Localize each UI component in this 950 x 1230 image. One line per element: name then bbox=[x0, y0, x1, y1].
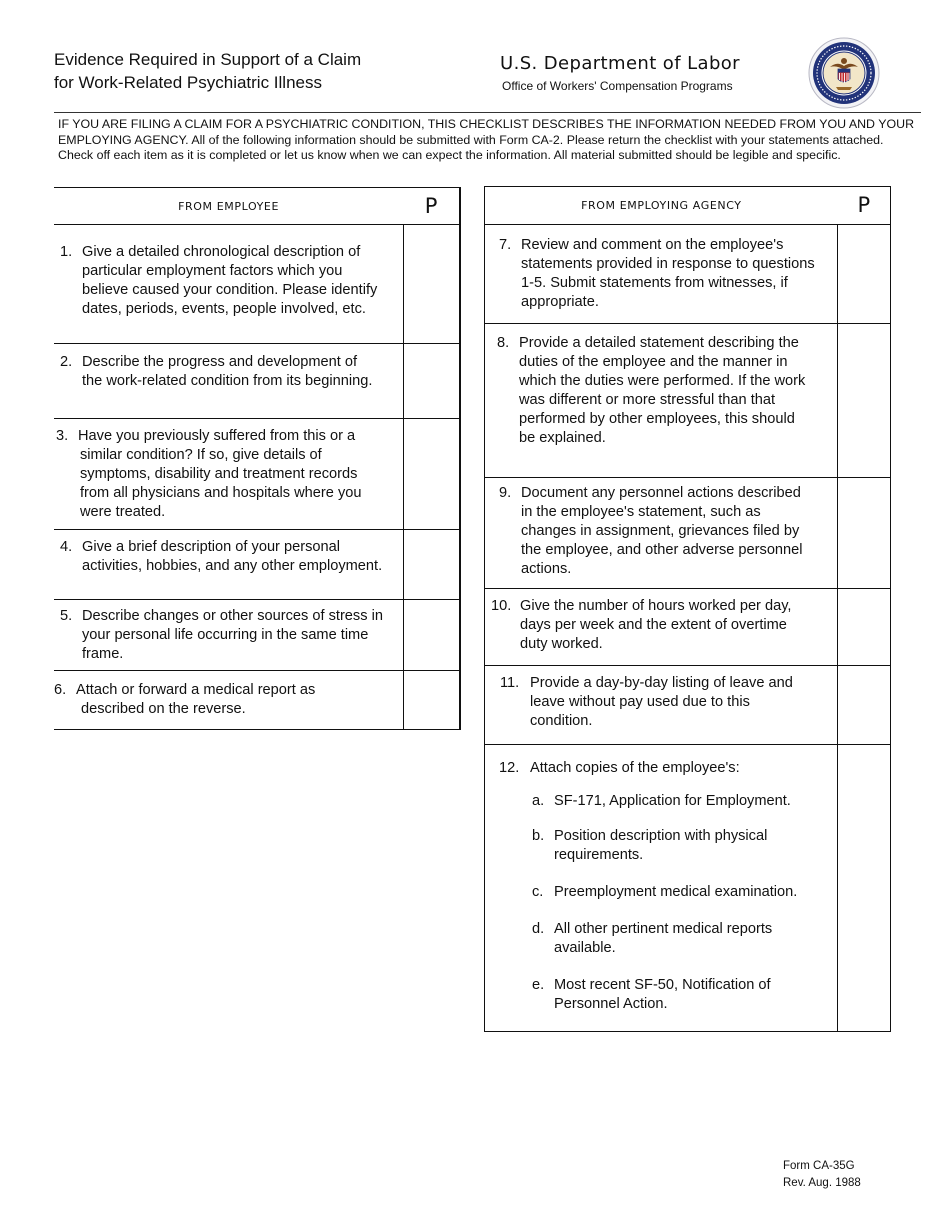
item-text: Attach or forward a medical report as described on the reverse. bbox=[76, 682, 316, 717]
form-title bbox=[54, 48, 434, 94]
checklist-item-2 bbox=[54, 353, 379, 391]
check-box-item-2[interactable] bbox=[403, 344, 460, 419]
item-number: 4. bbox=[60, 539, 73, 555]
sub-item-e bbox=[519, 976, 817, 1014]
sub-item-letter: e. bbox=[532, 977, 545, 993]
item-text: Document any personnel actions described in the employee's statement, such as changes in assignment, grievances filed by the employee, and other adverse personnel actions. bbox=[521, 485, 803, 577]
form-title-line-2: for Work-Related Psychiatric Illness bbox=[54, 73, 322, 92]
sub-item-letter: c. bbox=[532, 884, 544, 900]
check-box-item-5[interactable] bbox=[403, 600, 460, 671]
office-name: Office of Workers' Compensation Programs bbox=[502, 79, 733, 93]
header-divider bbox=[54, 112, 921, 113]
checklist-item-7 bbox=[485, 236, 815, 312]
sub-item-letter: d. bbox=[532, 921, 545, 937]
sub-item-letter: b. bbox=[532, 828, 545, 844]
item-text: Provide a day-by-day listing of leave and leave without pay used due to this condition. bbox=[530, 675, 793, 729]
checklist-item-4 bbox=[54, 538, 383, 576]
item-number: 12. bbox=[499, 760, 520, 776]
checklist-item-9 bbox=[485, 484, 807, 579]
item-text: Give the number of hours worked per day, days per week and the extent of overtime duty worked. bbox=[520, 598, 792, 652]
checklist-row bbox=[54, 600, 460, 671]
check-box-item-11[interactable] bbox=[838, 666, 891, 745]
employee-checklist-table bbox=[54, 187, 461, 730]
check-box-item-8[interactable] bbox=[838, 324, 891, 478]
checklist-item-3 bbox=[54, 427, 379, 522]
checklist-row bbox=[54, 225, 460, 344]
item-text: Give a brief description of your personal activities, hobbies, and any other employment. bbox=[82, 539, 383, 574]
check-box-item-7[interactable] bbox=[838, 225, 891, 324]
sub-item-a bbox=[519, 792, 817, 811]
department-of-labor-seal-icon bbox=[808, 37, 880, 109]
employee-column-heading: FROM EMPLOYEE bbox=[178, 199, 280, 213]
item-number: 8. bbox=[497, 335, 510, 351]
sub-item-text: Most recent SF-50, Notification of Personnel Action. bbox=[554, 977, 771, 1012]
employee-check-column-heading: P bbox=[424, 193, 438, 218]
checklist-row bbox=[485, 589, 891, 666]
form-number: Form CA-35G bbox=[783, 1160, 855, 1172]
item-number: 9. bbox=[499, 485, 512, 501]
form-revision: Rev. Aug. 1988 bbox=[783, 1177, 861, 1189]
sub-item-letter: a. bbox=[532, 793, 545, 809]
department-name: U.S. Department of Labor bbox=[500, 53, 740, 74]
check-box-item-6[interactable] bbox=[403, 671, 460, 730]
checklist-row bbox=[485, 745, 891, 1032]
sub-item-d bbox=[519, 920, 817, 958]
instructions-text: IF YOU ARE FILING A CLAIM FOR A PSYCHIATRIC CONDITION, THIS CHECKLIST DESCRIBES THE INFORMATION NEEDED FROM YOU AND YOUR EMPLOYING AGENCY. All of the following information should be submitted with Form CA-2. Please return the checklist with your statements attached. Check off each item as it is completed or let us know when we can expect the information. All material submitted should be legible and specific. bbox=[58, 117, 915, 163]
check-box-item-4[interactable] bbox=[403, 530, 460, 600]
item-number: 2. bbox=[60, 354, 73, 370]
checklist-item-6 bbox=[54, 681, 377, 719]
item-text: Describe changes or other sources of stress in your personal life occurring in the same time frame. bbox=[82, 608, 383, 662]
checklist-item-12 bbox=[485, 759, 817, 778]
item-number: 10. bbox=[491, 598, 512, 614]
checklist-item-1 bbox=[54, 243, 381, 319]
sub-item-text: Preemployment medical examination. bbox=[554, 884, 798, 900]
checklist-row bbox=[54, 344, 460, 419]
form-title-line-1: Evidence Required in Support of a Claim bbox=[54, 50, 362, 69]
sub-item-c bbox=[519, 883, 817, 902]
item-number: 3. bbox=[56, 428, 69, 444]
item-number: 6. bbox=[54, 682, 67, 698]
item-text: Give a detailed chronological description of particular employment factors which you believe caused your condition. Please identify dates, periods, events, people involved, etc. bbox=[82, 244, 378, 317]
sub-item-text: All other pertinent medical reports available. bbox=[554, 921, 773, 956]
item-text: Provide a detailed statement describing the duties of the employee and the manner in which the duties were performed. If the work was different or more stressful than that performed by other employees, this should be explained. bbox=[519, 335, 806, 446]
item-number: 7. bbox=[499, 237, 512, 253]
checklist-item-11 bbox=[485, 674, 815, 731]
checklist-row bbox=[485, 225, 891, 324]
check-box-item-1[interactable] bbox=[403, 225, 460, 344]
checklist-row bbox=[54, 530, 460, 600]
agency-checklist-table bbox=[484, 186, 891, 1032]
check-box-item-12[interactable] bbox=[838, 745, 891, 1032]
agency-check-column-heading: P bbox=[857, 193, 871, 217]
checklist-item-10 bbox=[485, 597, 817, 654]
check-box-item-9[interactable] bbox=[838, 478, 891, 589]
checklist-row bbox=[485, 478, 891, 589]
checklist-item-8 bbox=[485, 334, 809, 448]
form-identifier bbox=[783, 1158, 861, 1192]
sub-item-text: Position description with physical requirements. bbox=[554, 828, 768, 863]
check-box-item-10[interactable] bbox=[838, 589, 891, 666]
checklist-row bbox=[54, 419, 460, 530]
item-number: 1. bbox=[60, 244, 73, 260]
check-box-item-3[interactable] bbox=[403, 419, 460, 530]
checklist-row bbox=[485, 324, 891, 478]
agency-column-heading: FROM EMPLOYING AGENCY bbox=[581, 199, 742, 212]
sub-item-b bbox=[519, 827, 817, 865]
item-number: 11. bbox=[500, 675, 520, 691]
checklist-row bbox=[54, 671, 460, 730]
checklist-row bbox=[485, 666, 891, 745]
item-text: Have you previously suffered from this or a similar condition? If so, give details of symptoms, disability and treatment records from all physicians and hospitals where you were treated. bbox=[78, 428, 362, 520]
checklist-item-5 bbox=[54, 607, 387, 664]
sub-item-text: SF-171, Application for Employment. bbox=[554, 793, 791, 809]
item-number: 5. bbox=[60, 608, 73, 624]
item-text: Review and comment on the employee's statements provided in response to questions 1-5. Submit statements from witnesses, if appropriate. bbox=[521, 237, 815, 310]
item-text: Attach copies of the employee's: bbox=[530, 760, 740, 776]
item-text: Describe the progress and development of the work-related condition from its beginning. bbox=[82, 354, 373, 389]
